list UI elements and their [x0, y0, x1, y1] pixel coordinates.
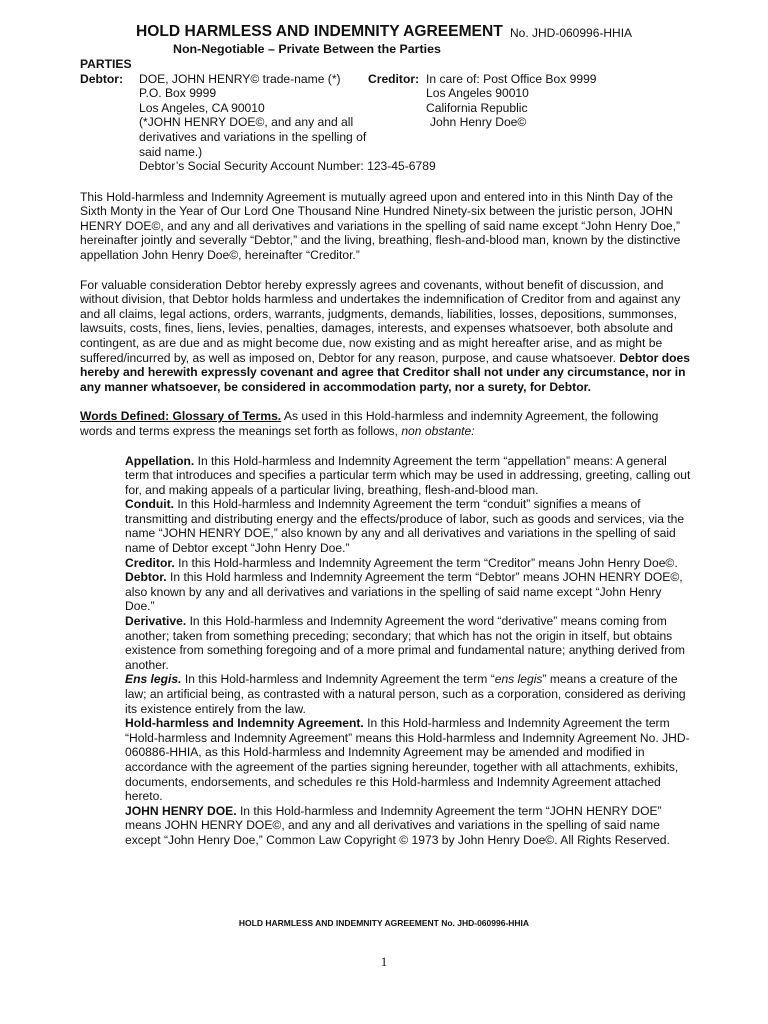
debtor-line: derivatives and variations in the spelling of	[139, 129, 367, 144]
title-row	[80, 22, 690, 42]
indemnity-bold-clause: Debtor does hereby and herewith expressly covenant and agree that Creditor shall not under any circumstance, nor in any manner whatsoever, be considered in accommodation party, nor a surety, for Debtor.	[80, 350, 690, 394]
debtor-line: said name.)	[139, 144, 203, 159]
glossary-definition-italic: ens legis	[494, 672, 543, 687]
glossary-term: Creditor.	[125, 555, 175, 570]
glossary-definition: In this Hold-harmless and Indemnity Agreement the term “Hold-harmless and Indemnity Agreement” means this Hold-harmless and Indemnity Agreement No. JHD-060886-HHIA, as this Hold-harmless and Indemnity Agreement may be amended and modified in accordance with the agreement of the parties signing hereunder, together with all attachments, exhibits, documents, endorsements, and schedules re this Hold-harmless and Indemnity Agreement attached hereto.	[125, 716, 690, 804]
debtor-ssn-line: Debtor’s Social Security Account Number: 123-45-6789	[139, 159, 436, 174]
debtor-line: (*JOHN HENRY DOE©, and any and all	[139, 115, 354, 130]
words-defined-text: As used in this Hold-harmless and indemnity Agreement, the following words and terms express the meanings set forth as follows,	[80, 409, 659, 438]
glossary-definition: In this Hold-harmless and Indemnity Agreement the term “	[184, 672, 495, 687]
document-number: No. JHD-060996-HHIA	[510, 26, 633, 40]
page-number: 1	[380, 954, 388, 969]
words-defined-paragraph	[80, 409, 690, 438]
glossary-entry	[125, 497, 693, 555]
glossary-term: JOHN HENRY DOE.	[125, 803, 237, 818]
creditor-address	[426, 72, 686, 130]
creditor-line: In care of: Post Office Box 9999	[426, 71, 597, 86]
glossary-definition: In this Hold harmless and Indemnity Agreement the term “Debtor” means JOHN HENRY DOE©, also known by any and all derivatives and variations in the spelling of said name except “John Henry Doe.”	[125, 570, 683, 614]
glossary-entry	[125, 614, 693, 672]
glossary-term: Hold-harmless and Indemnity Agreement.	[125, 716, 364, 731]
debtor-line: DOE, JOHN HENRY© trade-name (*)	[139, 71, 341, 86]
parties-heading: PARTIES	[80, 57, 132, 71]
glossary-definition: ” means a creature of the law; an artificial being, as contrasted with a natural person, such as a corporation, considered as deriving its existence entirely from the law.	[125, 672, 686, 716]
words-defined-italic: non obstante:	[401, 423, 475, 438]
creditor-line: California Republic	[426, 100, 528, 115]
creditor-label: Creditor:	[368, 71, 420, 86]
glossary-term: Debtor.	[125, 570, 167, 585]
glossary-entry	[125, 804, 693, 848]
debtor-line: P.O. Box 9999	[139, 86, 217, 101]
glossary-term: Ens legis.	[125, 672, 182, 687]
glossary-term: Conduit.	[125, 497, 175, 512]
document-page	[80, 22, 690, 848]
glossary-definition: In this Hold-harmless and Indemnity Agreement the word “derivative” means coming from another; taken from something preceding; secondary; that which has not the origin in itself, but obtains existence from something foregoing and of a more primal and fundamental nature; anything derived from another.	[125, 614, 685, 672]
words-defined-heading: Words Defined: Glossary of Terms.	[80, 409, 282, 424]
glossary-definition: In this Hold-harmless and Indemnity Agreement the term “appellation” means: A general term that introduces and specifies a particular term which may be used in addressing, greeting, calling out for, and making appeals of a particular living, breathing, flesh-and-blood man.	[125, 453, 691, 497]
creditor-line: Los Angeles 90010	[426, 86, 529, 101]
glossary-entry	[125, 454, 693, 498]
glossary-list	[125, 454, 693, 848]
glossary-entry	[125, 672, 693, 716]
debtor-label: Debtor:	[80, 71, 123, 86]
parties-section	[80, 72, 690, 176]
glossary-definition: In this Hold-harmless and Indemnity Agreement the term “conduit” signifies a means of transmitting and distributing energy and the effects/produce of labor, such as goods and services, via the name “JOHN HENRY DOE,” also known by any and all derivatives and variations in the spelling of said name of Debtor except “John Henry Doe.”	[125, 497, 685, 556]
indemnity-text: For valuable consideration Debtor hereby expressly agrees and covenants, without benefit of discussion, and without division, that Debtor holds harmless and undertakes the indemnification of Creditor from and against any and all claims, legal actions, orders, warrants, judgments, demands, liabilities, losses, depositions, summonses, lawsuits, costs, fines, liens, levies, penalties, damages, interests, and expenses whatsoever, both absolute and contingent, as are due and as might become due, now existing and as might hereafter arise, and as might be suffered/incurred by, as well as imposed on, Debtor for any reason, purpose, and cause whatsoever.	[80, 277, 681, 365]
indemnity-paragraph	[80, 278, 690, 395]
glossary-term: Derivative.	[125, 614, 187, 629]
glossary-definition: In this Hold-harmless and Indemnity Agreement the term “Creditor” means John Henry Doe©.	[178, 555, 678, 570]
recital-paragraph: This Hold-harmless and Indemnity Agreement is mutually agreed upon and entered into in this Ninth Day of the Sixth Monty in the Year of Our Lord One Thousand Nine Hundred Ninety-six between the juristic person, JOHN HENRY DOE©, and any and all derivatives and variations in the spelling of said name except “John Henry Doe,” hereinafter jointly and severally “Debtor,” and the living, breathing, flesh-and-blood man, known by the distinctive appellation John Henry Doe©, hereinafter “Creditor.”	[80, 189, 681, 262]
glossary-entry	[125, 556, 693, 571]
glossary-definition: In this Hold-harmless and Indemnity Agreement the term “JOHN HENRY DOE” means JOHN HENRY DOE©, and any and all derivatives and variations in the spelling of said name except “John Henry Doe,” Common Law Copyright © 1973 by John Henry Doe©. All Rights Reserved.	[125, 803, 670, 847]
glossary-entry	[125, 716, 693, 804]
debtor-line: Los Angeles, CA 90010	[139, 100, 265, 115]
document-title: HOLD HARMLESS AND INDEMNITY AGREEMENT	[136, 23, 503, 40]
glossary-term: Appellation.	[125, 453, 195, 468]
running-footer: HOLD HARMLESS AND INDEMNITY AGREEMENT No. JHD-060996-HHIA	[238, 918, 530, 928]
document-subtitle: Non-Negotiable – Private Between the Parties	[173, 42, 441, 56]
glossary-entry	[125, 570, 693, 614]
creditor-line: John Henry Doe©	[430, 115, 527, 130]
